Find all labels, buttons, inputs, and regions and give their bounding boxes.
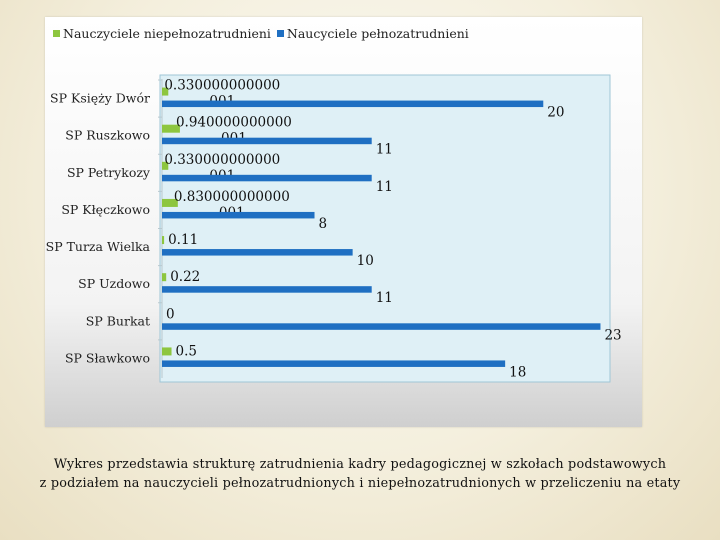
legend-label-pelno: Naucyciele pełnozatrudnieni [286,26,469,41]
data-label-pelno: 11 [375,290,393,307]
bar-pelno [162,286,372,293]
data-label-niepelno: 0.5 [175,343,198,360]
data-label-niepelno: 0.11 [168,232,199,249]
caption-line-2: z podziałem na nauczycieli pełnozatrudnionych i niepełnozatrudnionych w przeliczeniu na etaty [39,476,681,491]
data-label-niepelno: 0.22 [170,269,201,286]
category-label: SP Petrykozy [66,164,150,180]
bar-niepelno [162,236,164,244]
bar-pelno [162,175,372,182]
category-label: SP Uzdowo [78,276,150,292]
category-label: SP Turza Wielka [45,239,150,255]
category-label: SP Burkat [85,313,150,329]
data-label-niepelno: 0.330000000000 [164,77,281,94]
data-label-pelno: 23 [604,327,622,344]
data-label-niepelno: 0.330000000000 [164,151,281,168]
bar-pelno [162,249,353,256]
data-label-pelno: 10 [356,253,374,270]
category-label: SP Sławkowo [64,350,150,366]
data-label-pelno: 20 [547,104,565,121]
chart-caption [0,455,720,493]
data-label-pelno: 11 [375,178,393,195]
bar-pelno [162,212,315,219]
bar-pelno [162,101,543,108]
bar-pelno [162,360,505,367]
caption-line-1: Wykres przedstawia strukturę zatrudnienia kadry pedagogicznej w szkołach podstawowych [53,457,667,472]
bar-pelno [162,323,600,330]
bar-chart [45,17,642,427]
data-label-niepelno: 0.830000000000 [173,188,290,205]
data-label-niepelno: 0.940000000000 [175,114,292,131]
category-label: SP Księży Dwór [50,90,150,106]
bar-pelno [162,138,372,145]
category-label: SP Ruszkowo [65,127,150,143]
data-label-pelno: 8 [318,215,328,232]
data-label-pelno: 18 [509,364,527,381]
bar-niepelno [162,273,166,281]
category-label: SP Kłęczkowo [61,201,150,217]
chart-panel [45,17,642,427]
data-label-niepelno: 0 [166,306,175,323]
bar-niepelno [162,347,172,355]
data-label-pelno: 11 [375,141,393,158]
legend-label-niepelno: Nauczyciele niepełnozatrudnieni [63,26,271,41]
